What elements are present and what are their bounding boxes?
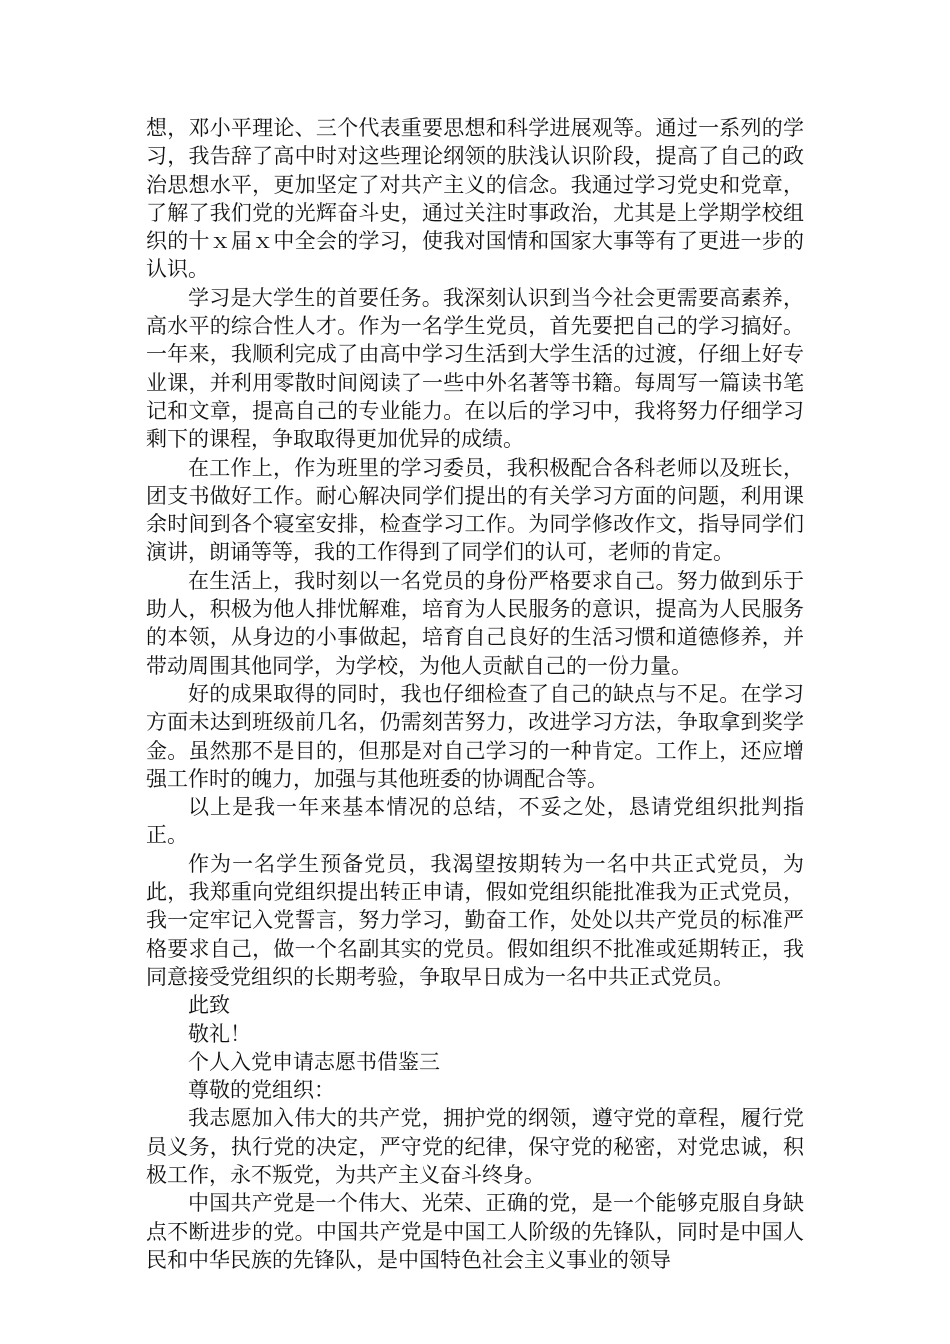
paragraph-8: 我志愿加入伟大的共产党，拥护党的纲领，遵守党的章程，履行党员义务，执行党的决定，严守党的纪律，保守党的秘密，对党忠诚，积极工作，永不叛党，为共产主义奋斗终身。 [146, 1106, 804, 1187]
letter-greeting: 尊敬的党组织： [188, 1078, 335, 1103]
paragraph-5: 好的成果取得的同时，我也仔细检查了自己的缺点与不足。在学习方面未达到班级前几名，仍需刻苦努力，改进学习方法，争取拿到奖学金。虽然那不是目的，但那是对自己学习的一种肯定。工作上，还应增强工作时的魄力，加强与其他班委的协调配合等。 [146, 681, 804, 791]
document-page [146, 114, 804, 1274]
section-heading: 个人入党申请志愿书借鉴三 [188, 1049, 440, 1074]
paragraph-6: 以上是我一年来基本情况的总结，不妥之处，恳请党组织批判指正。 [146, 795, 804, 848]
paragraph-7: 作为一名学生预备党员，我渴望按期转为一名中共正式党员，为此，我郑重向党组织提出转正申请，假如党组织能批准我为正式党员，我一定牢记入党誓言，努力学习，勤奋工作，处处以共产党员的标准严格要求自己，做一个名副其实的党员。假如组织不批准或延期转正，我同意接受党组织的长期考验，争取早日成为一名中共正式党员。 [146, 851, 804, 989]
closing-salutation: 此致 [188, 993, 230, 1018]
paragraph-2: 学习是大学生的首要任务。我深刻认识到当今社会更需要高素养，高水平的综合性人才。作为一名学生党员，首先要把自己的学习搞好。一年来，我顺利完成了由高中学习生活到大学生活的过渡，仔细上好专业课，并利用零散时间阅读了一些中外名著等书籍。每周写一篇读书笔记和文章，提高自己的专业能力。在以后的学习中，我将努力仔细学习剩下的课程，争取取得更加优异的成绩。 [146, 285, 804, 452]
paragraph-1: 想，邓小平理论、三个代表重要思想和科学进展观等。通过一系列的学习，我告辞了高中时对这些理论纲领的肤浅认识阶段，提高了自己的政治思想水平，更加坚定了对共产主义的信念。我通过学习党史和党章，了解了我们党的光辉奋斗史，通过关注时事政治，尤其是上学期学校组织的十ｘ届ｘ中全会的学习，使我对国情和国家大事等有了更进一步的认识。 [146, 116, 804, 282]
paragraph-3: 在工作上，作为班里的学习委员，我积极配合各科老师以及班长，团支书做好工作。耐心解决同学们提出的有关学习方面的问题，利用课余时间到各个寝室安排，检查学习工作。为同学修改作文，指导同学们演讲，朗诵等等，我的工作得到了同学们的认可，老师的肯定。 [146, 455, 804, 565]
paragraph-4: 在生活上，我时刻以一名党员的身份严格要求自己。努力做到乐于助人，积极为他人排忧解难，培育为人民服务的意识，提高为人民服务的本领，从身边的小事做起，培育自己良好的生活习惯和道德修养，并带动周围其他同学，为学校，为他人贡献自己的一份力量。 [146, 568, 804, 678]
paragraph-9: 中国共产党是一个伟大、光荣、正确的党，是一个能够克服自身缺点不断进步的党。中国共产党是中国工人阶级的先锋队，同时是中国人民和中华民族的先锋队，是中国特色社会主义事业的领导 [146, 1191, 804, 1272]
closing-regards: 敬礼！ [188, 1021, 251, 1046]
